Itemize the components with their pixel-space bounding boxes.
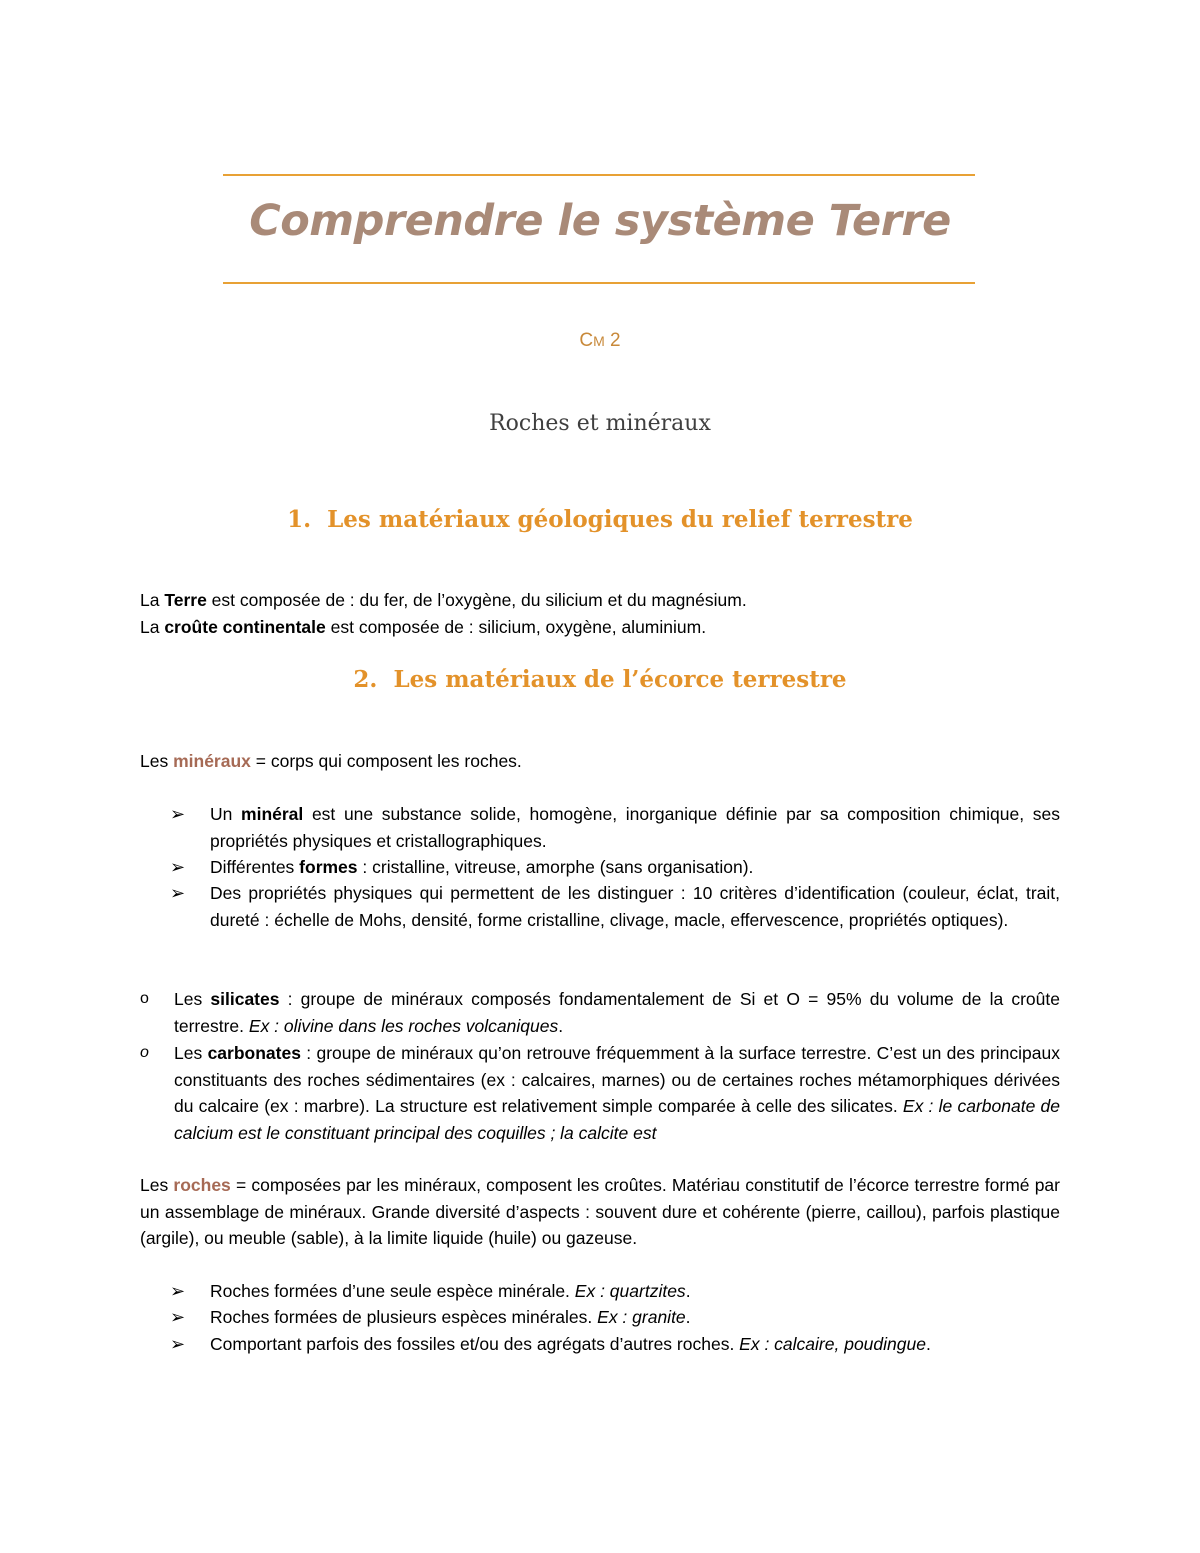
list-item: ➢ Roches formées d’une seule espèce minérale. Ex : quartzites. xyxy=(140,1278,1060,1305)
section-title: Les matériaux de l’écorce terrestre xyxy=(393,666,847,693)
mineraux-definition: Les minéraux = corps qui composent les roches. xyxy=(140,751,522,771)
arrow-bullet-icon: ➢ xyxy=(170,1307,186,1327)
section-number: 1. xyxy=(287,506,312,533)
roches-definition: Les roches = composées par les minéraux, composent les croûtes. Matériau constitutif de l’écorce terrestre formé par un assemblage de minéraux. Grande diversité d’aspects : souvent dure et cohérente (pierre, caillou), parfois plastique (argile), ou meuble (sable), à la limite liquide (huile) ou gazeuse. xyxy=(140,1175,1060,1248)
body-line: La croûte continentale est composée de : silicium, oxygène, aluminium. xyxy=(140,616,707,637)
lecture-label: CM 2 xyxy=(579,330,621,351)
arrow-bullet-icon: ➢ xyxy=(170,1334,186,1354)
title-rule-top xyxy=(223,174,975,176)
arrow-bullet-icon: ➢ xyxy=(170,1281,186,1301)
list-item: ➢ Comportant parfois des fossiles et/ou des agrégats d’autres roches. Ex : calcaire, poudingue. xyxy=(140,1331,1060,1358)
arrow-bullet-icon: ➢ xyxy=(170,883,186,903)
arrow-bullet-icon: ➢ xyxy=(170,857,186,877)
list-item: ➢ Roches formées de plusieurs espèces minérales. Ex : granite. xyxy=(140,1304,1060,1331)
list-item: ➢ Un minéral est une substance solide, homogène, inorganique définie par sa composition chimique, ses propriétés physiques et cristallographiques. xyxy=(140,801,1060,854)
section1-body xyxy=(140,587,1060,640)
list-item: o Les silicates : groupe de minéraux composés fondamentalement de Si et O = 95% du volume de la croûte terrestre. Ex : olivine dans les roches volcaniques. xyxy=(140,986,1060,1039)
circle-bullet-icon: o xyxy=(140,990,149,1007)
arrow-bullet-icon: ➢ xyxy=(170,804,186,824)
document-title: Comprendre le système Terre xyxy=(249,196,951,246)
circle-bullet-icon: o xyxy=(140,1044,149,1061)
section-heading-1 xyxy=(0,506,1200,533)
section-number: 2. xyxy=(353,666,378,693)
title-rule-bottom xyxy=(223,282,975,284)
chapter-heading: Roches et minéraux xyxy=(489,411,711,436)
body-line: La Terre est composée de : du fer, de l’oxygène, du silicium et du magnésium. xyxy=(140,590,747,610)
section-heading-2 xyxy=(0,666,1200,693)
list-item: ➢ Différentes formes : cristalline, vitreuse, amorphe (sans organisation). xyxy=(140,854,1060,881)
list-item: o Les carbonates : groupe de minéraux qu’on retrouve fréquemment à la surface terrestre. C’est un des principaux constituants des roches sédimentaires (ex : calcaires, marnes) ou de certaines roches métamorphiques dérivées du calcaire (ex : marbre). La structure est relativement simple comparée à celle des silicates. Ex : le carbonate de calcium est le constituant principal des coquilles ; la calcite est xyxy=(140,1040,1060,1146)
section-title: Les matériaux géologiques du relief terrestre xyxy=(327,506,913,533)
list-item: ➢ Des propriétés physiques qui permettent de les distinguer : 10 critères d’identification (couleur, éclat, trait, dureté : échelle de Mohs, densité, forme cristalline, clivage, macle, effervescence, propriétés optiques). xyxy=(140,880,1060,933)
